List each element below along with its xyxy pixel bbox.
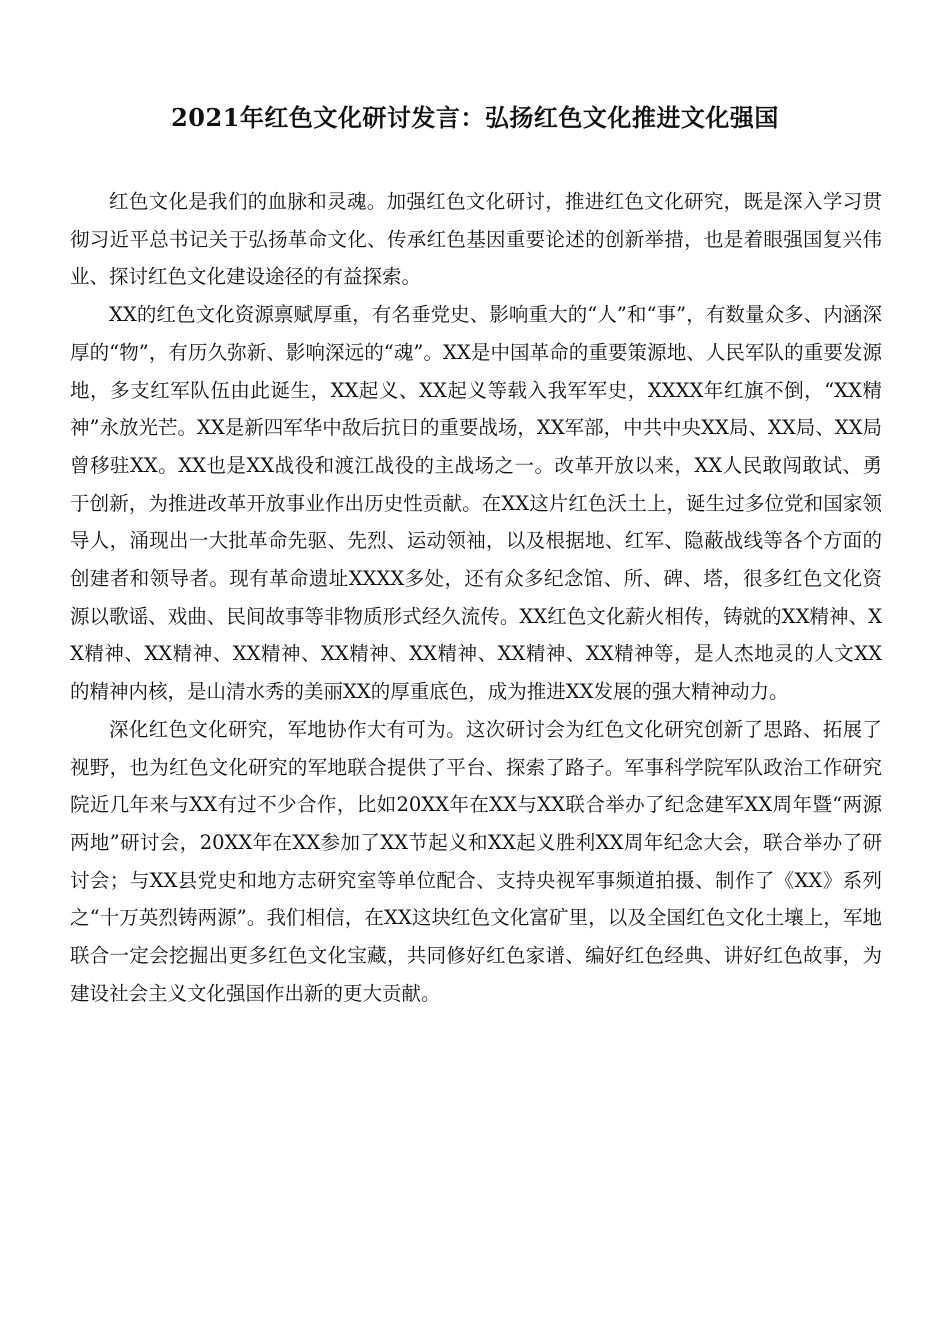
paragraph-red-resources: XX的红色文化资源禀赋厚重，有名垂党史、影响重大的“人”和“事”，有数量众多、内涵深厚的“物”，有历久弥新、影响深远的“魂”。XX是中国革命的重要策源地、人民军队的重要发源地，多支红军队伍由此诞生，XX起义、XX起义等载入我军军史，XXXX年红旗不倒，“XX精神”永放光芒。XX是新四军华中敌后抗日的重要战场，XX军部，中共中央XX局、XX局、XX局曾移驻XX。XX也是XX战役和渡江战役的主战场之一。改革开放以来，XX人民敢闯敢试、勇于创新，为推进改革开放事业作出历史性贡献。在XX这片红色沃土上，诞生过多位党和国家领导人，涌现出一大批革命先驱、先烈、运动领袖，以及根据地、红军、隐蔽战线等各个方面的创建者和领导者。现有革命遗址XXXX多处，还有众多纪念馆、所、碑、塔，很多红色文化资源以歌谣、戏曲、民间故事等非物质形式经久流传。XX红色文化薪火相传，铸就的XX精神、XX精神、XX精神、XX精神、XX精神、XX精神、XX精神、XX精神等，是人杰地灵的人文XX的精神内核，是山清水秀的美丽XX的厚重底色，成为推进XX发展的强大精神动力。 <box>70 303 882 704</box>
paragraph-military-civil-cooperation: 深化红色文化研究，军地协作大有可为。这次研讨会为红色文化研究创新了思路、拓展了视野，也为红色文化研究的军地联合提供了平台、探索了路子。军事科学院军队政治工作研究院近几年来与XX有过不少合作，比如20XX年在XX与XX联合举办了纪念建军XX周年暨“两源两地”研讨会，20XX年在XX参加了XX节起义和XX起义胜利XX周年纪念大会，联合举办了研讨会；与XX县党史和地方志研究室等单位配合、支持央视军事频道拍摄、制作了《XX》系列之“十万英烈铸两源”。我们相信，在XX这块红色文化富矿里，以及全国红色文化土壤上，军地联合一定会挖掘出更多红色文化宝藏，共同修好红色家谱、编好红色经典、讲好红色故事，为建设社会主义文化强国作出新的更大贡献。 <box>70 717 882 1005</box>
document-title: 2021年红色文化研讨发言：弘扬红色文化推进文化强国 <box>171 103 779 132</box>
document-body <box>70 183 882 1012</box>
paragraph-intro: 红色文化是我们的血脉和灵魂。加强红色文化研讨，推进红色文化研究，既是深入学习贯彻习近平总书记关于弘扬革命文化、传承红色基因重要论述的创新举措，也是着眼强国复兴伟业、探讨红色文化建设途径的有益探索。 <box>70 190 882 289</box>
